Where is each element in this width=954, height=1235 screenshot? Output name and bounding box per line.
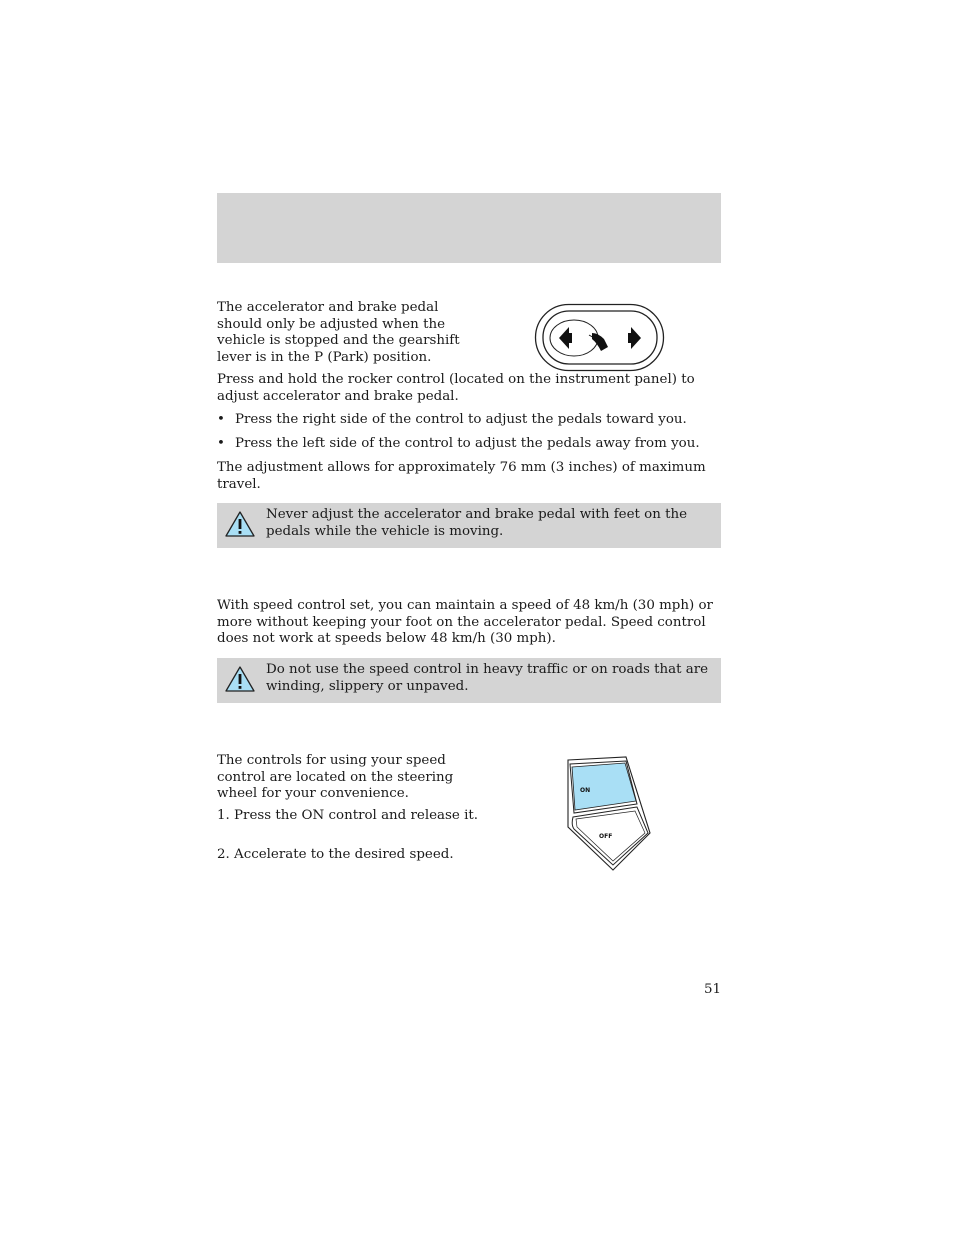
warning-triangle-icon [224,665,256,693]
pedal-adjust-intro: The accelerator and brake pedal should only be adjusted when the vehicle is stopped and the gearshift lever is in the P (Park) position. [217,300,460,365]
speed-control-warning-box [217,658,721,703]
step-one: 1. Press the ON control and release it. [217,808,478,823]
speed-control-intro: With speed control set, you can maintain a speed of 48 km/h (30 mph) or more without keeping your foot on the accelerator pedal. Speed control does not work at speeds below 48 km/h (30 mph). [217,598,713,646]
adjustment-travel-note: The adjustment allows for approximately 76 mm (3 inches) of maximum travel. [217,460,706,492]
speed-control-warning-text: Do not use the speed control in heavy traffic or on roads that are winding, slippery or unpaved. [266,662,709,694]
bullet-icon: • [217,436,225,451]
off-switch-label: OFF [599,833,613,840]
controls-location-text: The controls for using your speed control are located on the steering wheel for your convenience. [217,753,454,801]
press-hold-instruction: Press and hold the rocker control (located on the instrument panel) to adjust accelerator and brake pedal. [217,372,695,404]
speed-control-switch-icon [560,755,660,873]
on-switch-label: ON [580,787,591,794]
pedal-warning-text: Never adjust the accelerator and brake pedal with feet on the pedals while the vehicle is moving. [266,507,688,539]
page-number: 51 [703,982,721,997]
step-two: 2. Accelerate to the desired speed. [217,847,454,862]
bullet-text: Press the right side of the control to adjust the pedals toward you. [235,412,687,427]
bullet-text: Press the left side of the control to adjust the pedals away from you. [235,436,700,451]
pedal-rocker-control-icon [534,303,668,375]
bullet-icon: • [217,412,225,427]
section-header-band [217,193,721,263]
warning-triangle-icon [224,510,256,538]
pedal-warning-box [217,503,721,548]
